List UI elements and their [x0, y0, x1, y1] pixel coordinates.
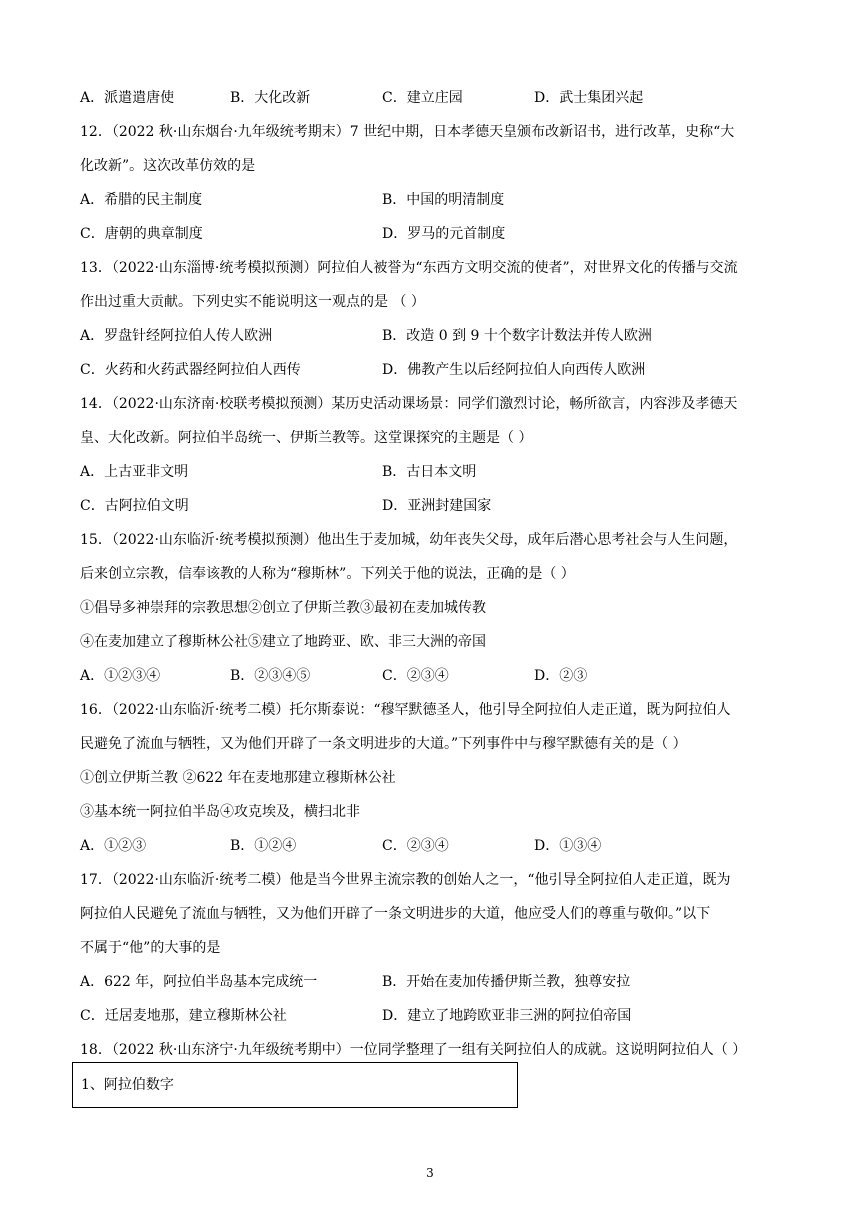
q13-option-a[interactable]: A．罗盘针经阿拉伯人传人欧洲	[80, 328, 273, 344]
q12-option-a[interactable]: A．希腊的民主制度	[80, 192, 203, 208]
q16-statement-line-2: ③基本统一阿拉伯半岛④攻克埃及，横扫北非	[80, 804, 360, 820]
q15-stem-line-2: 后来创立宗教，信奉该教的人称为“穆斯林”。下列关于他的说法，正确的是（ ）	[80, 566, 575, 582]
q13-stem-line-2: 作出过重大贡献。下列史实不能说明这一观点的是 （ ）	[80, 294, 425, 310]
q16-option-b[interactable]: B．①②④	[230, 838, 297, 854]
q14-option-b[interactable]: B．古日本文明	[382, 464, 477, 480]
q14-stem-line-2: 皇、大化改新。阿拉伯半岛统一、伊斯兰教等。这堂课探究的主题是（ ）	[80, 430, 533, 446]
q11-option-c[interactable]: C．建立庄园	[382, 90, 463, 106]
q16-stem-line-2: 民避免了流血与牺牲，又为他们开辟了一条文明进步的大道。”下列事件中与穆罕默德有关的是（ ）	[80, 736, 687, 752]
q16-stem-line-1: 16．（2022·山东临沂·统考二模）托尔斯泰说：“穆罕默德圣人，他引导全阿拉伯人走正道，既为阿拉伯人	[80, 702, 731, 718]
q17-option-d[interactable]: D．建立了地跨欧亚非三洲的阿拉伯帝国	[382, 1008, 632, 1024]
q15-statement-line-2: ④在麦加建立了穆斯林公社⑤建立了地跨亚、欧、非三大洲的帝国	[80, 634, 486, 650]
q15-option-b[interactable]: B．②③④⑤	[230, 668, 311, 684]
q14-option-a[interactable]: A．上古亚非文明	[80, 464, 189, 480]
q12-option-b[interactable]: B．中国的明清制度	[382, 192, 505, 208]
q14-option-c[interactable]: C．古阿拉伯文明	[80, 498, 189, 514]
q12-stem-line-2: 化改新”。这次改革仿效的是	[80, 158, 256, 174]
q12-stem-line-1: 12．（2022 秋·山东烟台·九年级统考期末）7 世纪中期，日本孝德天皇颁布改新诏书，进行改革，史称“大	[80, 124, 735, 140]
q15-stem-line-1: 15．（2022·山东临沂·统考模拟预测）他出生于麦加城，幼年丧失父母，成年后潜心思考社会与人生问题，	[80, 532, 738, 548]
q13-option-c[interactable]: C．火药和火药武器经阿拉伯人西传	[80, 362, 301, 378]
q13-option-b[interactable]: B．改造 0 到 9 十个数字计数法并传人欧洲	[382, 328, 652, 344]
q16-statement-line-1: ①创立伊斯兰教 ②622 年在麦地那建立穆斯林公社	[80, 770, 396, 786]
q13-stem-line-1: 13．（2022·山东淄博·统考模拟预测）阿拉伯人被誉为“东西方文明交流的使者”，对世界文化的传播与交流	[80, 260, 738, 276]
q15-option-d[interactable]: D．②③	[534, 668, 588, 684]
q17-option-a[interactable]: A．622 年，阿拉伯半岛基本完成统一	[80, 974, 318, 990]
page-number: 3	[426, 1166, 434, 1180]
q14-stem-line-1: 14．（2022·山东济南·校联考模拟预测）某历史活动课场景：同学们激烈讨论，畅所欲言，内容涉及孝德天	[80, 396, 738, 412]
q15-option-a[interactable]: A．①②③④	[80, 668, 161, 684]
q14-option-d[interactable]: D．亚洲封建国家	[382, 498, 492, 514]
q13-option-d[interactable]: D．佛教产生以后经阿拉伯人向西传人欧洲	[382, 362, 646, 378]
q16-option-c[interactable]: C．②③④	[382, 838, 449, 854]
q17-option-c[interactable]: C．迁居麦地那，建立穆斯林公社	[80, 1008, 287, 1024]
q16-option-d[interactable]: D．①③④	[534, 838, 602, 854]
q12-option-d[interactable]: D．罗马的元首制度	[382, 226, 506, 242]
q11-option-b[interactable]: B．大化改新	[230, 90, 311, 106]
q16-option-a[interactable]: A．①②③	[80, 838, 147, 854]
q15-option-c[interactable]: C．②③④	[382, 668, 449, 684]
q17-stem-line-2: 阿拉伯人民避免了流血与牺牲，又为他们开辟了一条文明进步的大道，他应受人们的尊重与敬仰。”以下	[80, 906, 711, 922]
q18-material-box	[72, 1062, 518, 1108]
q11-option-a[interactable]: A．派遣遣唐使	[80, 90, 175, 106]
q17-stem-line-3: 不属于“他”的大事的是	[80, 940, 221, 956]
q15-statement-line-1: ①倡导多神崇拜的宗教思想②创立了伊斯兰教③最初在麦加城传教	[80, 600, 486, 616]
q17-stem-line-1: 17．（2022·山东临沂·统考二模）他是当今世界主流宗教的创始人之一，“他引导全阿拉伯人走正道，既为	[80, 872, 731, 888]
q17-option-b[interactable]: B．开始在麦加传播伊斯兰教，独尊安拉	[382, 974, 631, 990]
q18-box-text: 1、阿拉伯数字	[81, 1077, 174, 1093]
q12-option-c[interactable]: C．唐朝的典章制度	[80, 226, 203, 242]
q11-option-d[interactable]: D．武士集团兴起	[534, 90, 644, 106]
q18-stem-line-1: 18．（2022 秋·山东济宁·九年级统考期中）一位同学整理了一组有关阿拉伯人的成就。这说明阿拉伯人（ ）	[80, 1042, 747, 1058]
